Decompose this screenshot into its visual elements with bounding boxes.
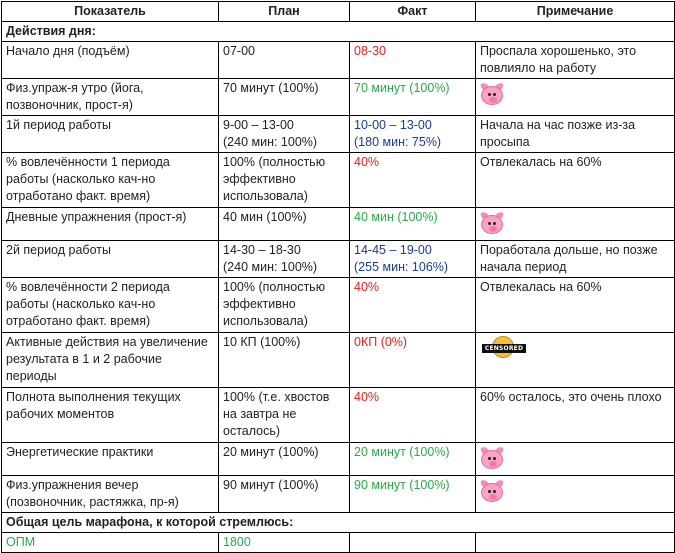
cell-fact: 14-45 – 19-00 (255 мин: 106%) bbox=[350, 241, 476, 278]
header-fact: Факт bbox=[350, 2, 476, 22]
table-row bbox=[2, 208, 675, 241]
header-indicator: Показатель bbox=[2, 2, 219, 22]
cell-fact: 20 минут (100%) bbox=[350, 443, 476, 476]
cell-indicator: Физ.упражнения вечер (позвоночник, растяжка, пр-я) bbox=[2, 476, 219, 513]
header-plan: План bbox=[219, 2, 350, 22]
cell-note bbox=[476, 476, 675, 513]
cell-plan: 100% (полностью эффективно использовала) bbox=[219, 278, 350, 333]
cell-fact: 0КП (0%) bbox=[350, 333, 476, 388]
section-marathon-goal bbox=[2, 513, 675, 533]
cell-note: Начала на час позже из-за просыпа bbox=[476, 116, 675, 153]
censored-icon: CENSORED bbox=[480, 336, 528, 360]
section-day-actions bbox=[2, 22, 675, 42]
cell-fact: 08-30 bbox=[350, 42, 476, 79]
cell-plan: 40 мин (100%) bbox=[219, 208, 350, 241]
cell-note bbox=[476, 79, 675, 116]
cell-fact bbox=[350, 533, 476, 553]
cell-plan: 100% (полностью эффективно использовала) bbox=[219, 153, 350, 208]
table-row bbox=[2, 79, 675, 116]
cell-fact: 70 минут (100%) bbox=[350, 79, 476, 116]
cell-indicator: Начало дня (подъём) bbox=[2, 42, 219, 79]
cell-note bbox=[476, 333, 675, 388]
pig-icon bbox=[480, 447, 504, 469]
pig-icon bbox=[480, 83, 504, 105]
marathon-report-table bbox=[1, 1, 675, 553]
cell-plan: 07-00 bbox=[219, 42, 350, 79]
cell-plan: 100% (т.е. хвостов на завтра не осталось) bbox=[219, 388, 350, 443]
table-row bbox=[2, 153, 675, 208]
cell-plan: 9-00 – 13-00 (240 мин: 100%) bbox=[219, 116, 350, 153]
pig-icon bbox=[480, 480, 504, 502]
cell-note: Отвлекалась на 60% bbox=[476, 153, 675, 208]
cell-fact: 40% bbox=[350, 153, 476, 208]
cell-note: 60% осталось, это очень плохо bbox=[476, 388, 675, 443]
goal-row bbox=[2, 533, 675, 553]
cell-plan: 14-30 – 18-30 (240 мин: 100%) bbox=[219, 241, 350, 278]
cell-fact: 40 мин (100%) bbox=[350, 208, 476, 241]
cell-plan: 70 минут (100%) bbox=[219, 79, 350, 116]
table-header-row bbox=[2, 2, 675, 22]
header-note: Примечание bbox=[476, 2, 675, 22]
cell-fact: 10-00 – 13-00 (180 мин: 75%) bbox=[350, 116, 476, 153]
cell-note bbox=[476, 533, 675, 553]
cell-indicator: Полнота выполнения текущих рабочих моментов bbox=[2, 388, 219, 443]
cell-note: Проспала хорошенько, это повлияло на работу bbox=[476, 42, 675, 79]
cell-fact: 40% bbox=[350, 278, 476, 333]
section-title: Общая цель марафона, к которой стремлюсь: bbox=[2, 513, 675, 533]
cell-indicator: 1й период работы bbox=[2, 116, 219, 153]
cell-indicator: 2й период работы bbox=[2, 241, 219, 278]
cell-fact: 40% bbox=[350, 388, 476, 443]
table-row bbox=[2, 333, 675, 388]
cell-indicator: Активные действия на увеличение результата в 1 и 2 рабочие периоды bbox=[2, 333, 219, 388]
table-row bbox=[2, 388, 675, 443]
cell-note: Поработала дольше, но позже начала период bbox=[476, 241, 675, 278]
cell-plan: 90 минут (100%) bbox=[219, 476, 350, 513]
cell-indicator: Энергетические практики bbox=[2, 443, 219, 476]
cell-plan: 10 КП (100%) bbox=[219, 333, 350, 388]
table-row bbox=[2, 116, 675, 153]
table-row bbox=[2, 443, 675, 476]
cell-fact: 90 минут (100%) bbox=[350, 476, 476, 513]
cell-note bbox=[476, 443, 675, 476]
cell-note bbox=[476, 208, 675, 241]
table-row bbox=[2, 278, 675, 333]
cell-indicator: Физ.упраж-я утро (йога, позвоночник, прост-я) bbox=[2, 79, 219, 116]
table-row bbox=[2, 241, 675, 278]
cell-indicator: Дневные упражнения (прост-я) bbox=[2, 208, 219, 241]
cell-plan: 20 минут (100%) bbox=[219, 443, 350, 476]
cell-indicator: ОПМ bbox=[2, 533, 219, 553]
section-title: Действия дня: bbox=[2, 22, 675, 42]
table-row bbox=[2, 42, 675, 79]
cell-note: Отвлекалась на 60% bbox=[476, 278, 675, 333]
cell-indicator: % вовлечённости 1 периода работы (насколько кач-но отработано факт. время) bbox=[2, 153, 219, 208]
cell-indicator: % вовлечённости 2 периода работы (насколько кач-но отработано факт. время) bbox=[2, 278, 219, 333]
table-row bbox=[2, 476, 675, 513]
pig-icon bbox=[480, 212, 504, 234]
cell-plan: 1800 bbox=[219, 533, 350, 553]
